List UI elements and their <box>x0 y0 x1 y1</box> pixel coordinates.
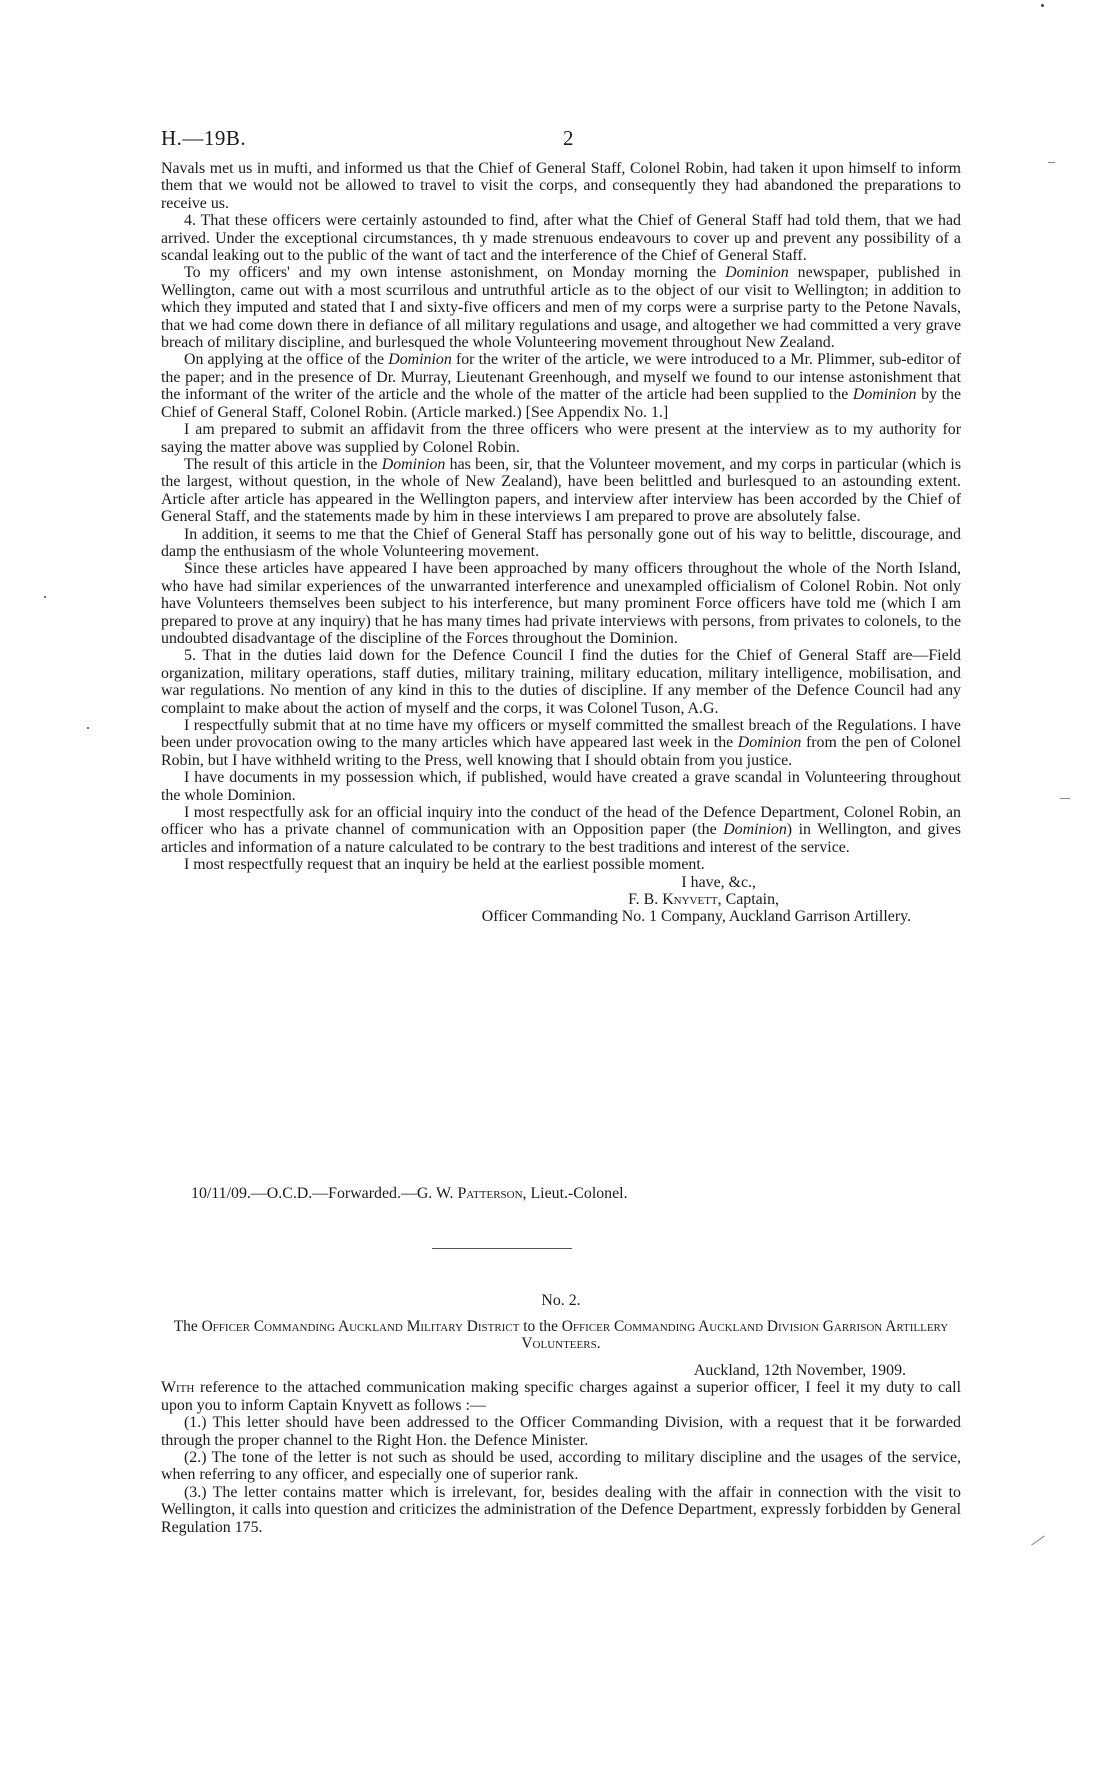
paragraph-intro: With reference to the attached communication making specific charges against a superior officer, I feel it my duty to call upon you to inform Captain Knyvett as follows :— <box>161 1379 961 1414</box>
paragraph-13: I most respectfully request that an inquiry be held at the earliest possible moment. <box>184 856 705 874</box>
newspaper-name: Dominion <box>723 821 787 839</box>
page-header <box>161 126 961 150</box>
paragraph-4: On applying at the office of the Dominion for the writer of the article, we were introduced to a Mr. Plimmer, sub-editor of the paper; and in the presence of Dr. Murray, Lieutenant Greenhough, and myself we found to our intense astonishment that the informant of the writer of the article and the whole of the matter of the article had been supplied to the Dominion by the Chief of General Staff, Colonel Robin. (Article marked.) [See Appendix No. 1.] <box>161 351 962 421</box>
second-letter-body <box>161 1362 961 1536</box>
signature-name: F. B. Knyvett, Captain, <box>628 891 779 909</box>
paragraph-5: I am prepared to submit an affidavit from the three officers who were present at the interview as to my authority for saying the matter above was supplied by Colonel Robin. <box>161 421 961 456</box>
section-number: No. 2. <box>541 1292 581 1309</box>
newspaper-name: Dominion <box>852 386 917 404</box>
paragraph-10: I respectfully submit that at no time have my officers or myself committed the smallest breach of the Regulations. I have been under provocation owing to the many articles which have appeared last week in the Dominion from the pen of Colonel Robin, but I have withheld writing to the Press, well knowing that I should obtain from you justice. <box>161 717 962 769</box>
scan-mark <box>1060 798 1070 799</box>
parliamentary-reference: H.—19B. <box>161 126 247 150</box>
paragraph-11: I have documents in my possession which, if published, would have created a grave scandal in Volunteering throughout the whole Dominion. <box>161 769 961 804</box>
paragraph-12: I most respectfully ask for an official inquiry into the conduct of the head of the Defence Department, Colonel Robin, an officer who has a private channel of communication with an Opposition paper (the Dominion) in Wellington, and gives articles and information of a nature calculated to be contrary to the best traditions and interest of the service. <box>161 804 961 856</box>
paragraph-8: Since these articles have appeared I have been approached by many officers throughout the whole of the North Island, who have had similar experiences of the unwarranted interference and unexampled officialism of Colonel Robin. Not only have Volunteers themselves been subject to his interference, but many prominent Force officers have told me (which I am prepared to prove at any inquiry) that he has many times had private interviews with persons, from privates to colonels, to the undoubted disadvantage of the discipline of the Forces throughout the Dominion. <box>161 560 961 647</box>
section-divider <box>432 1248 572 1249</box>
scan-mark <box>1031 1536 1045 1546</box>
letter-body <box>161 160 961 926</box>
signature-title: Officer Commanding No. 1 Company, Auckland Garrison Artillery. <box>481 908 911 926</box>
letter-date: Auckland, 12th November, 1909. <box>693 1362 906 1379</box>
scan-speck <box>44 596 46 598</box>
paragraph-point-5: 5. That in the duties laid down for the Defence Council I find the duties for the Chief of General Staff are—Field organization, military operations, staff duties, military training, military education, military intelligence, mobilisation, and war regulations. No mention of any kind in this to the duties of discipline. If any member of the Defence Council had any complaint to make about the action of myself and the corps, it was Colonel Tuson, A.G. <box>161 647 961 717</box>
newspaper-name: Dominion <box>381 455 446 473</box>
paragraph-3: To my officers' and my own intense astonishment, on Monday morning the Dominion newspaper, published in Wellington, came out with a most scurrilous and untruthful article as to the object of our visit to Wellington; in addition to which they imputed and stated that I and sixty-five officers and men of my corps were a surprise party to the Petone Navals, that we had come down there in defiance of all military regulations and usage, and altogether we had committed a very grave breach of military discipline, and burlesqued the whole Volunteering movement throughout New Zealand. <box>161 264 961 352</box>
scan-speck <box>87 727 89 729</box>
newspaper-name: Dominion <box>725 264 789 282</box>
paragraph-1: Navals met us in mufti, and informed us that the Chief of General Staff, Colonel Robin, had taken it upon himself to inform them that we would not be allowed to travel to visit the corps, and consequently they had abandoned the preparations to receive us. <box>161 160 961 212</box>
paragraph-6: The result of this article in the Dominion has been, sir, that the Volunteer movement, and my corps in particular (which is the largest, without question, in the whole of New Zealand), have been belittled and burlesqued to an astounding extent. Article after article has appeared in the Wellington papers, and interview after interview has been accorded by the Chief of General Staff, and the statements made by him in these interviews I am prepared to prove are absolutely false. <box>161 455 962 526</box>
paragraph-7: In addition, it seems to me that the Chief of General Staff has personally gone out of his way to belittle, discourage, and damp the enthusiasm of the whole Volunteering movement. <box>161 525 961 560</box>
newspaper-name: Dominion <box>388 351 452 369</box>
signature-closing: I have, &c., <box>681 873 756 891</box>
page-number: 2 <box>563 126 574 150</box>
scan-mark <box>1048 162 1055 163</box>
newspaper-name: Dominion <box>737 734 802 752</box>
scan-speck <box>1041 4 1044 7</box>
item-3: (3.) The letter contains matter which is irrelevant, for, besides dealing with the affair in connection with the visit to Wellington, it calls into question and criticizes the administration of the Defence Department, expressly forbidden by General Regulation 175. <box>161 1483 961 1536</box>
item-2: (2.) The tone of the letter is not such as should be used, according to military discipline and the usages of the service, when referring to any officer, and especially one of superior rank. <box>161 1449 961 1484</box>
section-heading: The Officer Commanding Auckland Military District to the Officer Commanding Auckland Division Garrison Artillery Volunteers. <box>173 1318 949 1353</box>
paragraph-point-4: 4. That these officers were certainly astounded to find, after what the Chief of General Staff had told them, that we had arrived. Under the exceptional circumstances, th y made strenuous endeavours to cover up and prevent any possibility of a scandal leaking out to the public of the want of tact and the interference of the Chief of General Staff. <box>161 212 961 265</box>
forwarded-note: 10/11/09.—O.C.D.—Forwarded.—G. W. Patterson, Lieut.-Colonel. <box>191 1185 628 1202</box>
item-1: (1.) This letter should have been addressed to the Officer Commanding Division, with a request that it be forwarded through the proper channel to the Right Hon. the Defence Minister. <box>161 1414 961 1449</box>
